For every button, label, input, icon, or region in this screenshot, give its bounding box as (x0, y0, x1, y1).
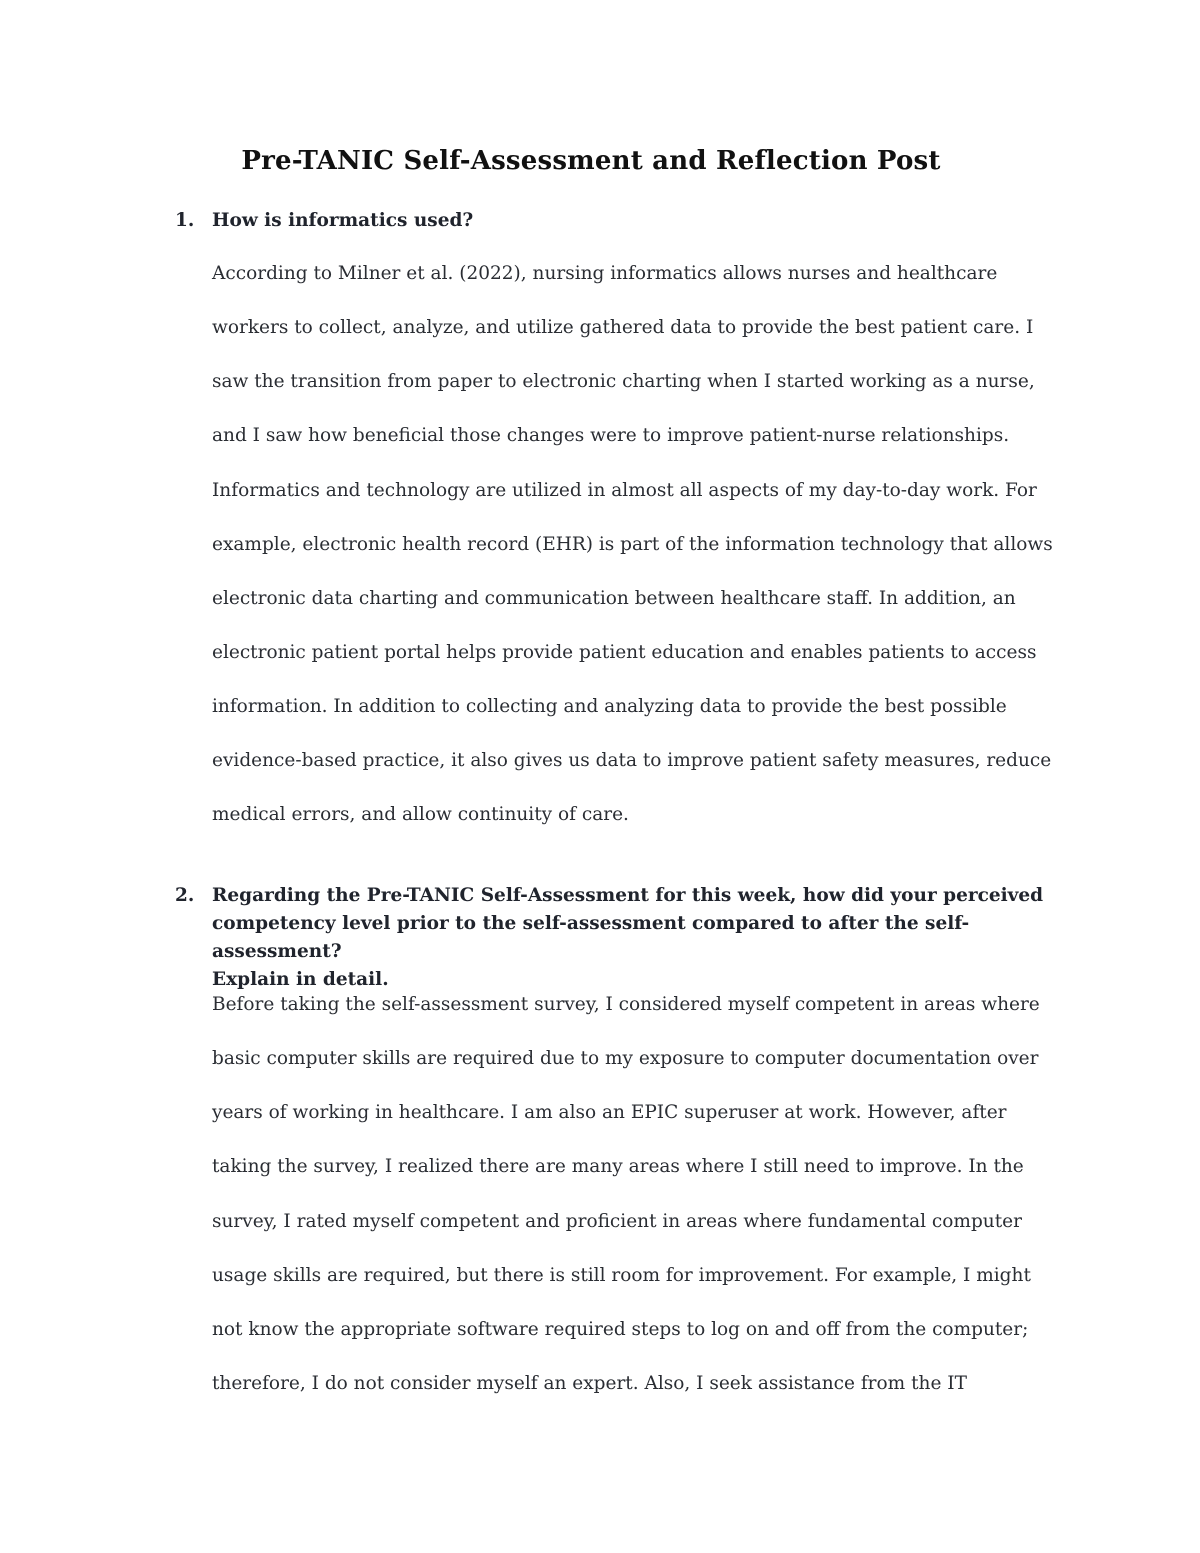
answer-2-line: usage skills are required, but there is still room for improvement. For example, I might (212, 1265, 1031, 1286)
answer-2-line: Before taking the self-assessment survey, I considered myself competent in areas where (212, 994, 1040, 1015)
answer-1-line: Informatics and technology are utilized in almost all aspects of my day-to-day work. For (212, 480, 1037, 501)
answer-1-line: evidence-based practice, it also gives us data to improve patient safety measures, reduce (212, 750, 1052, 771)
answer-1-line: and I saw how beneficial those changes were to improve patient-nurse relationships. (212, 425, 1010, 446)
answer-2-line: years of working in healthcare. I am also an EPIC superuser at work. However, after (212, 1102, 1007, 1123)
answer-1-line: saw the transition from paper to electronic charting when I started working as a nurse, (212, 371, 1035, 392)
answer-1-line: electronic patient portal helps provide patient education and enables patients to access (212, 642, 1037, 663)
answer-1-line: workers to collect, analyze, and utilize gathered data to provide the best patient care. I (212, 317, 1034, 338)
question-1-number: 1. (175, 210, 195, 231)
question-2-heading (212, 882, 1072, 994)
answer-1-line: electronic data charting and communication between healthcare staff. In addition, an (212, 588, 1016, 609)
answer-1-line: According to Milner et al. (2022), nursing informatics allows nurses and healthcare (212, 263, 998, 284)
question-2-number: 2. (175, 885, 195, 906)
answer-1-line: information. In addition to collecting and analyzing data to provide the best possible (212, 696, 1007, 717)
answer-2-line: survey, I rated myself competent and proficient in areas where fundamental computer (212, 1211, 1022, 1232)
answer-2-line: therefore, I do not consider myself an expert. Also, I seek assistance from the IT (212, 1373, 967, 1394)
document-title: Pre-TANIC Self-Assessment and Reflection Post (241, 146, 941, 176)
answer-1-line: example, electronic health record (EHR) is part of the information technology that allows (212, 534, 1053, 555)
question-2-heading-line: Explain in detail. (212, 969, 389, 990)
question-2-heading-line: Regarding the Pre-TANIC Self-Assessment for this week, how did your perceived (212, 885, 1044, 906)
answer-2-line: not know the appropriate software required steps to log on and off from the computer; (212, 1319, 1029, 1340)
answer-2-line: basic computer skills are required due to my exposure to computer documentation over (212, 1048, 1039, 1069)
question-1-heading: How is informatics used? (212, 210, 474, 231)
question-2-heading-line: competency level prior to the self-assessment compared to after the self-assessment? (212, 913, 970, 962)
answer-1-line: medical errors, and allow continuity of care. (212, 804, 629, 825)
answer-2-line: taking the survey, I realized there are many areas where I still need to improve. In the (212, 1156, 1024, 1177)
